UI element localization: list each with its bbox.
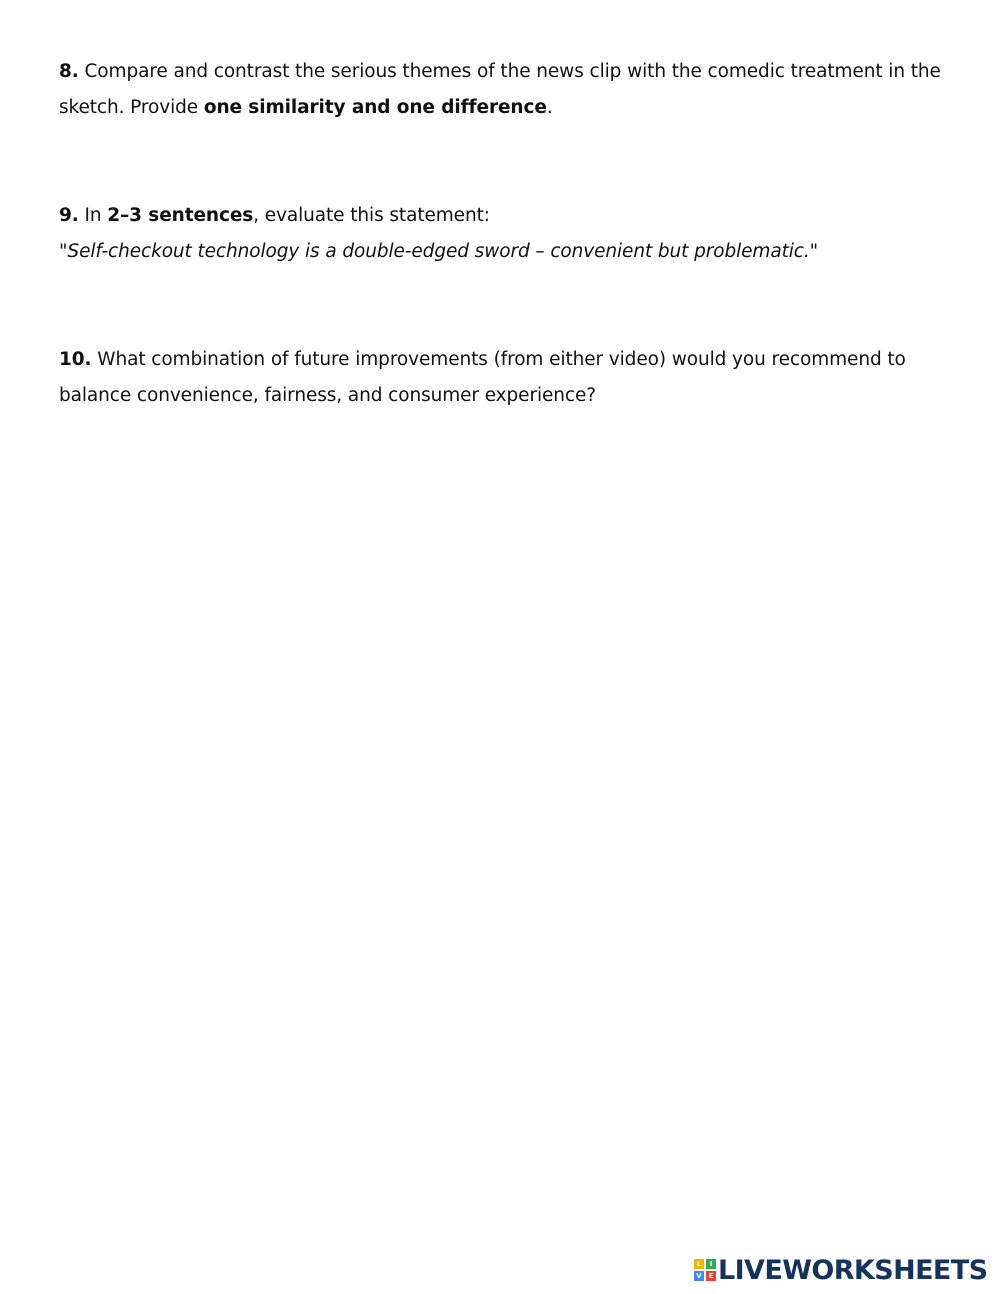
question-number: 9. xyxy=(59,205,79,226)
question-text: In xyxy=(78,205,108,226)
question-9 xyxy=(59,198,949,270)
question-number: 8. xyxy=(59,61,79,82)
question-text-end: . xyxy=(546,97,553,118)
live-logo-icon xyxy=(694,1259,716,1281)
question-text-end: , evaluate this statement: xyxy=(253,205,490,226)
logo-letter: E xyxy=(706,1271,716,1281)
quoted-statement xyxy=(59,234,949,270)
liveworksheets-logo xyxy=(694,1253,987,1287)
question-10 xyxy=(59,342,949,414)
brand-name: LIVEWORKSHEETS xyxy=(718,1254,988,1286)
question-text: What combination of future improvements (from either video) would you recommend to balance convenience, fairness, and consumer experience? xyxy=(59,349,906,406)
logo-letter: V xyxy=(694,1271,704,1281)
logo-letter: L xyxy=(694,1259,704,1269)
question-8 xyxy=(59,54,949,126)
question-emphasis: 2–3 sentences xyxy=(107,205,254,226)
quote-open-mark: " xyxy=(59,241,68,262)
quote-close-mark: " xyxy=(809,241,819,262)
question-number: 10. xyxy=(59,349,92,370)
question-text: Compare and contrast the serious themes of the news clip with the comedic treatment in the sketch. Provide xyxy=(59,61,941,118)
logo-letter: I xyxy=(706,1259,716,1269)
quote-text: Self-checkout technology is a double-edged sword – convenient but problematic. xyxy=(67,241,810,262)
question-emphasis: one similarity and one difference xyxy=(203,97,547,118)
